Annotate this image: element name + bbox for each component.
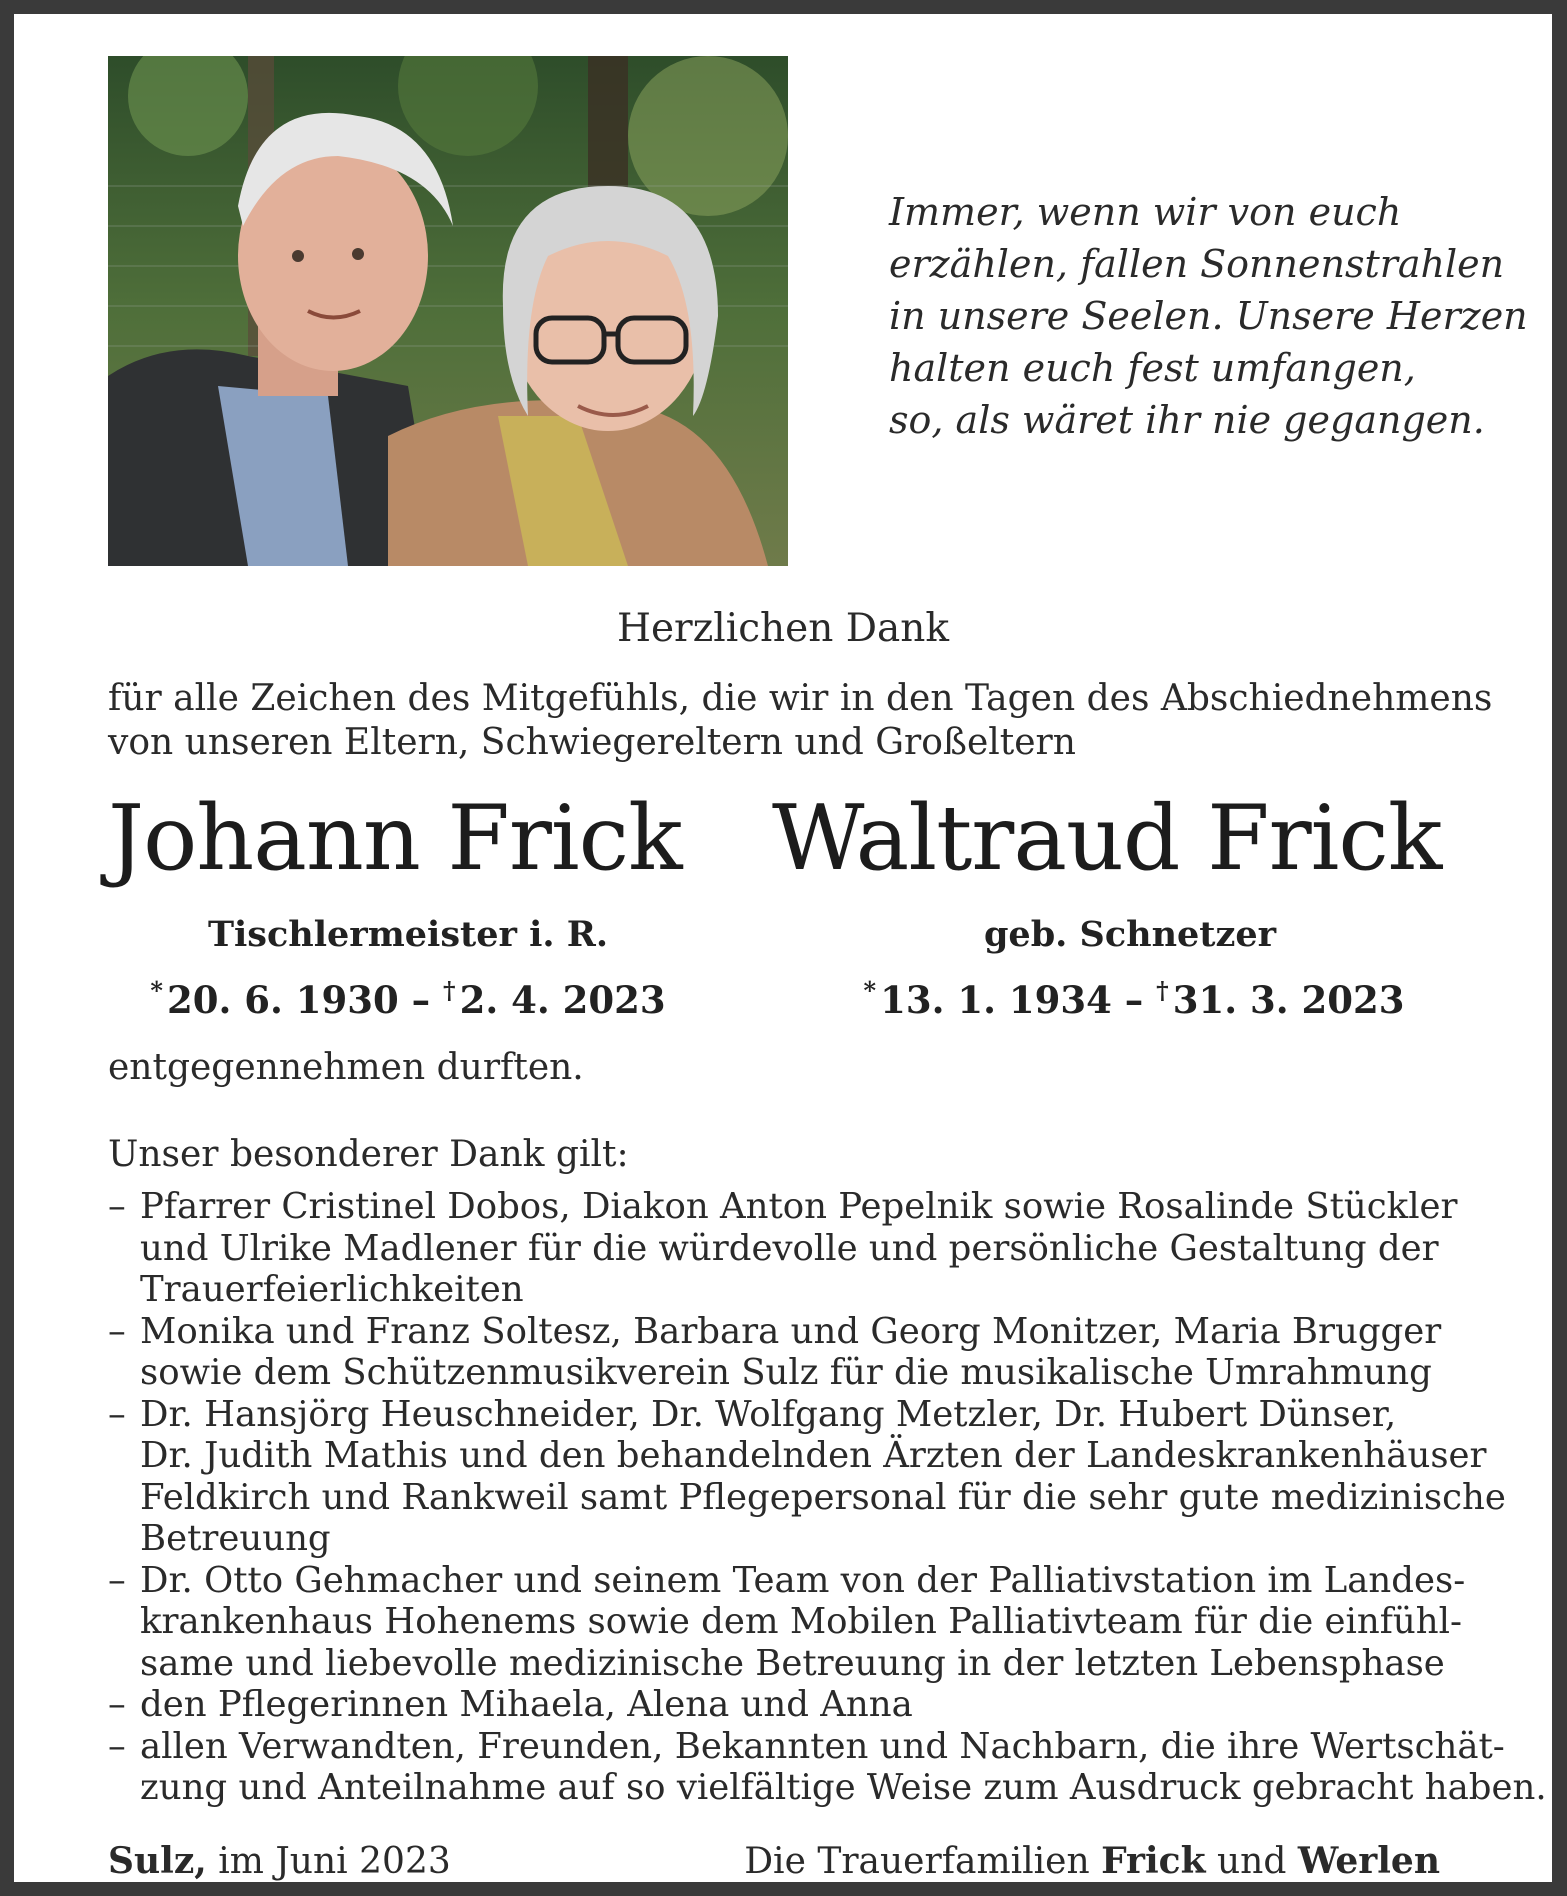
page-title: Herzlichen Dank [616,606,950,651]
list-dash: – [108,1186,126,1227]
family-and: und [1217,1841,1287,1882]
list-dash: – [108,1393,126,1435]
poem-line: in unsere Seelen. Unsere Herzen [889,294,1528,338]
list-item [108,1560,1474,1685]
birth-mark: * [863,976,877,1005]
list-dash: – [108,1559,126,1601]
family-name-1: Frick [1101,1840,1206,1882]
list-item-line: Dr. Judith Mathis und den behandelnden Ärzten der Landeskrankenhäuser [140,1435,1487,1476]
deceased-title-1: Tischlermeister i. R. [207,914,609,955]
poem-line: so, als wäret ihr nie gegangen. [889,398,1485,442]
intro-text [108,677,1493,765]
list-item-line: zung und Anteilnahme auf so vielfältige Weise zum Ausdruck gebracht haben. [140,1767,1547,1808]
date: im Juni 2023 [218,1841,451,1882]
deceased-name-2: Waltraud Frick [772,786,1442,891]
list-item-line: Dr. Hansjörg Heuschneider, Dr. Wolfgang Metzler, Dr. Hubert Dünser, [140,1393,1397,1435]
place: Sulz, [108,1840,207,1882]
list-item [108,1684,1474,1726]
list-dash: – [108,1310,126,1352]
family-name-2: Werlen [1297,1840,1440,1882]
birth-date: 20. 6. 1930 [166,978,399,1022]
portrait-photo-icon [108,56,788,566]
poem-line: Immer, wenn wir von euch [889,190,1402,234]
birth-date: 13. 1. 1934 [880,978,1112,1022]
list-item [108,1725,1547,1809]
deceased-name-1: Johann Frick [108,786,682,891]
life-dates-2 [824,976,1444,1022]
list-item-line: Pfarrer Cristinel Dobos, Diakon Anton Pepelnik sowie Rosalinde Stückler [140,1186,1458,1227]
place-date [108,1840,451,1882]
obituary-card [14,14,1552,1882]
deceased-title-2: geb. Schnetzer [983,914,1277,955]
intro-line: von unseren Eltern, Schwiegereltern und Großeltern [108,722,1076,763]
death-mark: † [1156,976,1169,1005]
date-separator: – [1124,978,1144,1022]
list-item [108,1186,1474,1311]
list-item-line: Betreuung [140,1518,331,1559]
list-dash: – [108,1725,126,1767]
list-item-line: krankenhaus Hohenems sowie dem Mobilen Palliativteam für die einfühl- [140,1601,1462,1642]
family-signature [744,1840,1440,1882]
intro-closing: entgegennehmen durften. [108,1047,584,1088]
life-dates-1 [108,976,708,1022]
birth-mark: * [150,976,163,1005]
death-date: 2. 4. 2023 [459,978,666,1022]
list-item-line: und Ulrike Madlener für die würdevolle und persönliche Gestaltung der [140,1227,1439,1269]
thanks-heading: Unser besonderer Dank gilt: [108,1134,629,1175]
poem-line: halten euch fest umfangen, [889,346,1416,390]
list-item-line: Trauerfeierlichkeiten [140,1269,524,1310]
list-item [108,1393,1506,1560]
date-separator: – [411,978,431,1022]
death-date: 31. 3. 2023 [1172,978,1405,1022]
list-item-line: Dr. Otto Gehmacher und seinem Team von der Palliativstation im Landes- [140,1559,1466,1601]
portrait-photo [108,56,788,566]
list-item-line: Feldkirch und Rankweil samt Pflegepersonal für die sehr gute medizinische [140,1476,1506,1518]
intro-line: für alle Zeichen des Mitgefühls, die wir in den Tagen des Abschiednehmens [108,678,1493,719]
thanks-list [108,1186,1547,1809]
poem [889,186,1528,446]
list-item-line: allen Verwandten, Freunden, Bekannten und Nachbarn, die ihre Wertschät- [140,1725,1505,1767]
list-item-line: sowie dem Schützenmusikverein Sulz für die musikalische Umrahmung [140,1352,1432,1393]
list-dash: – [108,1684,126,1725]
list-item [108,1311,1474,1394]
list-item-line: den Pflegerinnen Mihaela, Alena und Anna [140,1684,913,1725]
death-mark: † [443,976,456,1005]
poem-line: erzählen, fallen Sonnenstrahlen [889,242,1505,286]
list-item-line: Monika und Franz Soltesz, Barbara und Georg Monitzer, Maria Brugger [140,1310,1442,1352]
list-item-line: same und liebevolle medizinische Betreuung in der letzten Lebensphase [140,1642,1445,1684]
family-prefix: Die Trauerfamilien [744,1841,1090,1882]
